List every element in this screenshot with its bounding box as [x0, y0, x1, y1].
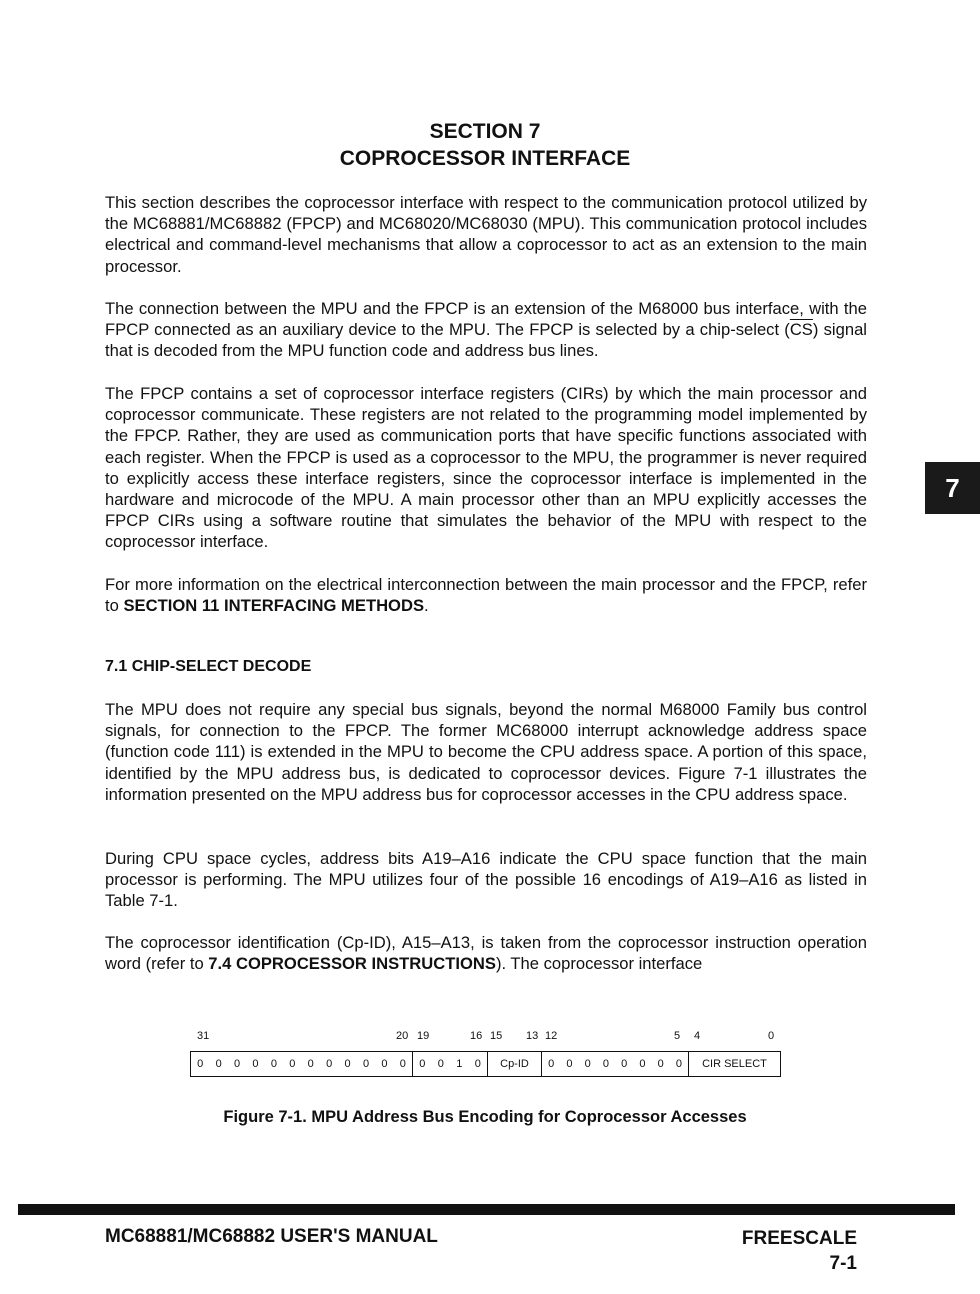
bit-label: 16 [470, 1030, 483, 1042]
paragraph-intro [105, 192, 867, 277]
bit-value: 0 [289, 1058, 296, 1070]
bit-value: 0 [437, 1058, 444, 1070]
bit-value: 0 [270, 1058, 277, 1070]
bit-value: 0 [657, 1058, 664, 1070]
bit-value: 0 [381, 1058, 388, 1070]
text-run: ) signal that is decoded from the MPU function code and address bus lines. [105, 320, 867, 361]
field-middle-zeros [541, 1051, 689, 1077]
bit-value: 0 [399, 1058, 406, 1070]
subsection-heading: 7.1 CHIP-SELECT DECODE [105, 658, 312, 675]
text-run: The coprocessor identification (Cp-ID), A15–A13, is taken from the coprocessor instruction operation word (refer to [105, 933, 867, 974]
bit-value: 0 [252, 1058, 259, 1070]
bit-value: 0 [639, 1058, 646, 1070]
paragraph-text [105, 574, 867, 616]
section-title: COPROCESSOR INTERFACE [339, 147, 631, 170]
publisher-name: FREESCALE [741, 1228, 857, 1249]
bit-value: 0 [197, 1058, 204, 1070]
bit-value: 0 [548, 1058, 555, 1070]
bit-label: 20 [396, 1030, 409, 1042]
paragraph-text: The MPU does not require any special bus signals, beyond the normal M68000 Family bus control signals, for connection to the FPCP. The former MC68000 interrupt acknowledge address space (function code 111) is extended in the MPU to become the CPU address space. A portion of this space, identified by the MPU address bus, is dedicated to coprocessor devices. Figure 7-1 illustrates the information presented on the MPU address bus for coprocessor accesses in the CPU address space. [105, 700, 867, 804]
section-number: SECTION 7 [429, 120, 541, 143]
bit-label: 0 [768, 1030, 775, 1042]
field-cir-select [688, 1051, 781, 1077]
bit-label: 12 [545, 1030, 558, 1042]
field-cpu-space-type [412, 1051, 488, 1077]
bit-value: 0 [419, 1058, 426, 1070]
bit-label: 15 [490, 1030, 503, 1042]
bit-value: 1 [456, 1058, 463, 1070]
bit-label: 5 [674, 1030, 681, 1042]
text-run: The connection between the MPU and the FPCP is an extension of the M68000 bus interface, with the FPCP connected as an auxiliary device to the MPU. The FPCP is selected by a chip-select ( [105, 299, 867, 340]
section-header [0, 118, 970, 172]
figure-caption: Figure 7-1. MPU Address Bus Encoding for Coprocessor Accesses [223, 1108, 747, 1126]
bit-value: 0 [584, 1058, 591, 1070]
bit-label: 19 [417, 1030, 430, 1042]
text-run: For more information on the electrical interconnection between the main processor and the FPCP, refer to [105, 575, 867, 616]
text-run: ). The coprocessor interface [495, 954, 703, 974]
page-number: 7-1 [829, 1253, 857, 1274]
paragraph-connection [105, 298, 867, 362]
bit-value: 0 [675, 1058, 682, 1070]
paragraph-cpu-space [105, 848, 867, 912]
cs-signal: $\overline{CS}$ [789, 320, 813, 340]
paragraph-more-info [105, 574, 867, 616]
bit-value: 0 [362, 1058, 370, 1070]
bit-value: 0 [326, 1058, 333, 1070]
cp-id-label: Cp-ID [500, 1058, 529, 1070]
text-run: . [424, 596, 429, 616]
footer-manual-title: MC68881/MC68882 USER'S MANUAL [105, 1226, 438, 1247]
section-reference: SECTION 11 INTERFACING METHODS [123, 596, 425, 616]
bit-label: 4 [694, 1030, 701, 1042]
field-upper-zeros [190, 1051, 413, 1077]
bit-value: 0 [621, 1058, 628, 1070]
bit-value: 0 [215, 1058, 222, 1070]
chapter-tab: 7 [925, 462, 980, 514]
footer-rule [18, 1204, 955, 1215]
paragraph-bus-signals [105, 699, 867, 805]
paragraph-text: During CPU space cycles, address bits A19–A16 indicate the CPU space function that the main processor is performing. The MPU utilizes four of the possible 16 encodings of A19–A16 as listed in Table 7-1. [105, 849, 867, 911]
bit-value: 0 [233, 1058, 241, 1070]
bit-value: 0 [307, 1058, 314, 1070]
paragraph-text: The FPCP contains a set of coprocessor interface registers (CIRs) by which the main processor and coprocessor communicate. These registers are not related to the programming model implemented by the FPCP. Rather, they are used as communication ports that have specific functions associated with each register. When the FPCP is used as a coprocessor to the MPU, the programmer is never required to explicitly access these interface registers, since the coprocessor interface is implemented in the hardware and microcode of the MPU. A main processor other than an MPU explicitly accesses the FPCP CIRs using a software routine that simulates the behavior of the MPU with respect to the coprocessor interface. [105, 384, 867, 552]
bit-value: 0 [566, 1058, 573, 1070]
paragraph-cirs [105, 383, 867, 553]
bit-value: 0 [474, 1058, 481, 1070]
footer-publisher [742, 1226, 857, 1276]
paragraph-cp-id [105, 932, 867, 974]
bit-label: 31 [197, 1030, 210, 1042]
field-cp-id [487, 1051, 542, 1077]
bit-label: 13 [526, 1030, 539, 1042]
section-reference: 7.4 COPROCESSOR INSTRUCTIONS [208, 954, 496, 974]
paragraph-text: This section describes the coprocessor interface with respect to the communication protocol utilized by the MC68881/MC68882 (FPCP) and MC68020/MC68030 (MPU). This communication protocol includes electrical and command-level mechanisms that allow a coprocessor to act as an extension to the main processor. [105, 193, 867, 276]
cir-select-label: CIR SELECT [702, 1058, 767, 1070]
paragraph-text [105, 932, 867, 974]
paragraph-text [105, 298, 867, 362]
bit-value: 0 [344, 1058, 351, 1070]
bit-value: 0 [602, 1058, 609, 1070]
